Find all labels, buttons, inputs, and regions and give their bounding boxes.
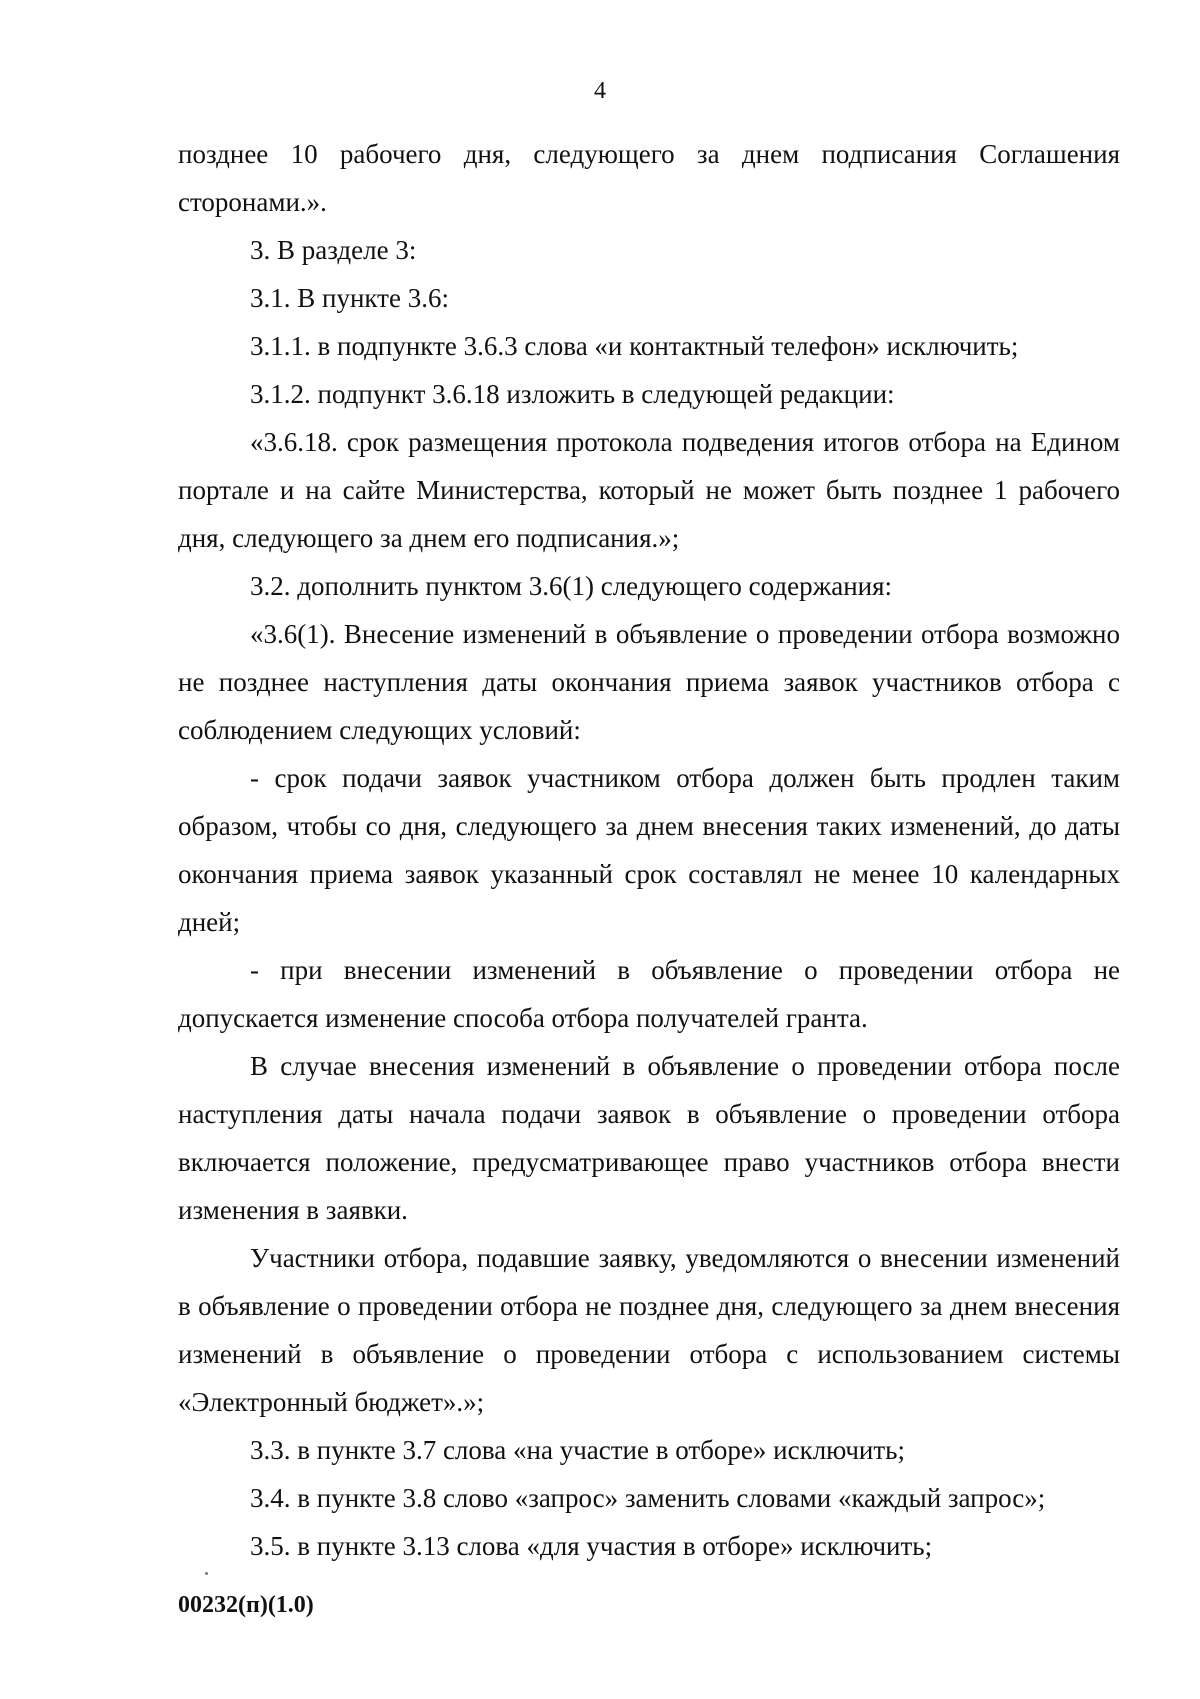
paragraph: 3.1.1. в подпункте 3.6.3 слова «и контактный телефон» исключить; <box>250 331 1019 361</box>
paragraph: - срок подачи заявок участником отбора должен быть продлен таким образом, чтобы со дня, следующего за днем внесения таких изменений, до даты окончания приема заявок указанный срок составлял не менее 10 календарных дней; <box>178 763 1120 937</box>
paragraph: позднее 10 рабочего дня, следующего за днем подписания Соглашения сторонами.». <box>178 139 1120 217</box>
paragraph: 3.4. в пункте 3.8 слово «запрос» заменить словами «каждый запрос»; <box>250 1483 1046 1513</box>
paragraph: 3.1.2. подпункт 3.6.18 изложить в следующей редакции: <box>250 379 895 409</box>
paragraph: Участники отбора, подавшие заявку, уведомляются о внесении изменений в объявление о проведении отбора не позднее дня, следующего за днем внесения изменений в объявление о проведении отбора с использованием системы «Электронный бюджет».»; <box>178 1243 1120 1417</box>
paragraph: 3.1. В пункте 3.6: <box>250 283 449 313</box>
paragraph: 3.2. дополнить пунктом 3.6(1) следующего содержания: <box>250 571 893 601</box>
document-code: 00232(п)(1.0) <box>178 1592 314 1618</box>
paragraph: - при внесении изменений в объявление о проведении отбора не допускается изменение способа отбора получателей гранта. <box>178 955 1120 1033</box>
paragraph: 3.3. в пункте 3.7 слова «на участие в отборе» исключить; <box>250 1435 905 1465</box>
page-number: 4 <box>594 78 606 104</box>
paragraph: В случае внесения изменений в объявление о проведении отбора после наступления даты начала подачи заявок в объявление о проведении отбора включается положение, предусматривающее право участников отбора внести изменения в заявки. <box>178 1051 1120 1225</box>
paragraph: 3.5. в пункте 3.13 слова «для участия в отборе» исключить; <box>250 1531 933 1561</box>
paragraph: 3. В разделе 3: <box>250 235 417 265</box>
paragraph: «3.6.18. срок размещения протокола подведения итогов отбора на Едином портале и на сайте Министерства, который не может быть позднее 1 рабочего дня, следующего за днем его подписания.»; <box>178 427 1120 553</box>
scan-speck <box>205 1572 208 1575</box>
document-body <box>178 130 1120 1570</box>
paragraph: «3.6(1). Внесение изменений в объявление о проведении отбора возможно не позднее наступления даты окончания приема заявок участников отбора с соблюдением следующих условий: <box>178 619 1120 745</box>
